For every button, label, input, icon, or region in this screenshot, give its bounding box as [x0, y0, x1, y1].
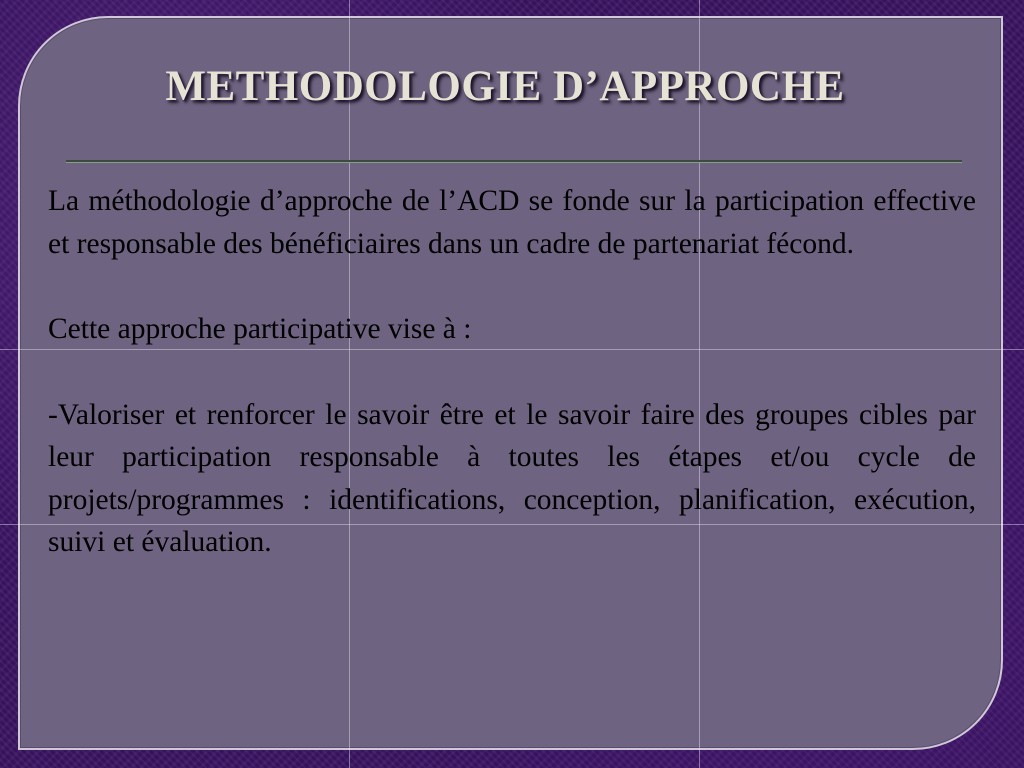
paragraph-objective: -Valoriser et renforcer le savoir être et le savoir faire des groupes cibles par leur participation responsable à toutes les étapes et/ou cycle de projets/programmes : identifications, conception, planification, exécution, suivi et évaluation.: [48, 398, 976, 558]
paragraph-lead-in: Cette approche participative vise à :: [48, 313, 472, 345]
paragraph-intro: La méthodologie d’approche de l’ACD se fonde sur la participation effective et responsable des bénéficiaires dans un cadre de partenariat fécond.: [48, 185, 976, 260]
slide-title: METHODOLOGIE D’APPROCHE: [165, 63, 845, 110]
title-divider: [66, 160, 962, 163]
slide-body: [48, 180, 976, 564]
